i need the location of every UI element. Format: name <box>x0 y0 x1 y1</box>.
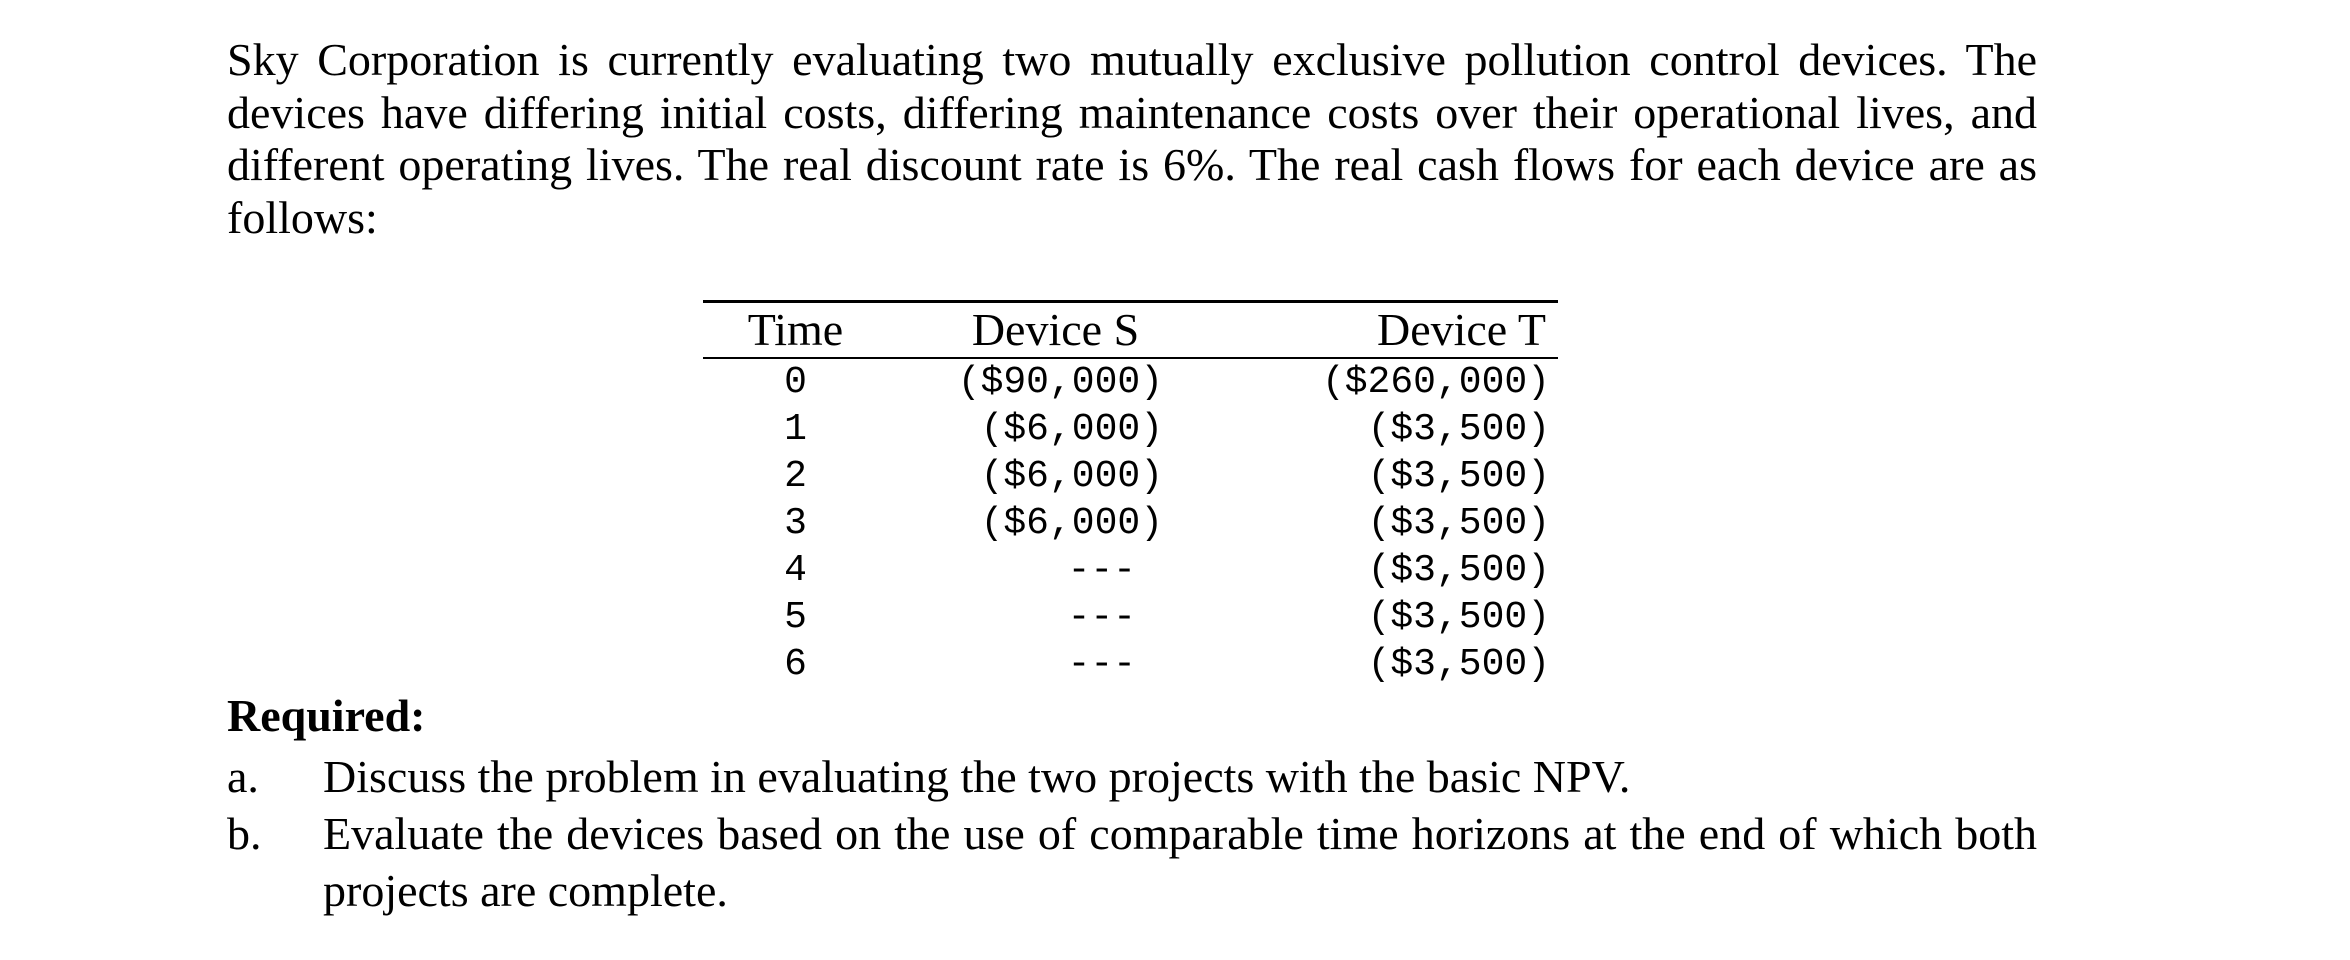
list-marker: a. <box>227 751 259 802</box>
table-row <box>703 406 1558 453</box>
cell-device-t: ($3,500) <box>1367 549 1550 592</box>
table-row <box>703 453 1558 500</box>
cell-device-s: ($90,000) <box>957 361 1163 404</box>
cell-time: 2 <box>784 455 807 498</box>
cash-flow-table <box>703 300 1558 688</box>
cell-device-t: ($3,500) <box>1367 408 1550 451</box>
cell-device-s: --- <box>1067 596 1136 639</box>
table-header-row <box>703 302 1558 359</box>
problem-statement: Sky Corporation is currently evaluating two mutually exclusive pollution control devices. The devices have differing initial costs, differing maintenance costs over their operational lives, and different operating lives. The real discount rate is 6%. The real cash flows for each device are as follows: <box>227 34 2037 243</box>
cell-device-s: ($6,000) <box>980 408 1163 451</box>
cell-device-t: ($3,500) <box>1367 502 1550 545</box>
list-item <box>227 748 2037 805</box>
cell-device-s: --- <box>1067 643 1136 686</box>
cell-device-t: ($260,000) <box>1321 361 1550 404</box>
header-device-s: Device S <box>888 302 1223 359</box>
cell-time: 3 <box>784 502 807 545</box>
cell-device-t: ($3,500) <box>1367 596 1550 639</box>
cell-device-s: ($6,000) <box>980 455 1163 498</box>
list-item <box>227 805 2037 919</box>
cell-device-s: ($6,000) <box>980 502 1163 545</box>
cell-time: 6 <box>784 643 807 686</box>
cell-time: 1 <box>784 408 807 451</box>
cell-time: 0 <box>784 361 807 404</box>
cell-device-t: ($3,500) <box>1367 455 1550 498</box>
table-row <box>703 358 1558 406</box>
cell-time: 5 <box>784 596 807 639</box>
cell-device-s: --- <box>1067 549 1136 592</box>
table-row <box>703 641 1558 688</box>
header-device-t: Device T <box>1223 302 1558 359</box>
cell-device-t: ($3,500) <box>1367 643 1550 686</box>
required-list <box>227 748 2037 919</box>
table-row <box>703 547 1558 594</box>
table-row <box>703 500 1558 547</box>
header-time: Time <box>703 302 888 359</box>
cash-flow-table-container <box>703 300 1558 688</box>
cell-time: 4 <box>784 549 807 592</box>
table-row <box>703 594 1558 641</box>
list-item-text: Discuss the problem in evaluating the two projects with the basic NPV. <box>323 751 1631 802</box>
required-heading: Required: <box>227 690 426 741</box>
list-item-text: Evaluate the devices based on the use of comparable time horizons at the end of which both projects are complete. <box>323 808 2037 916</box>
list-marker: b. <box>227 808 262 859</box>
